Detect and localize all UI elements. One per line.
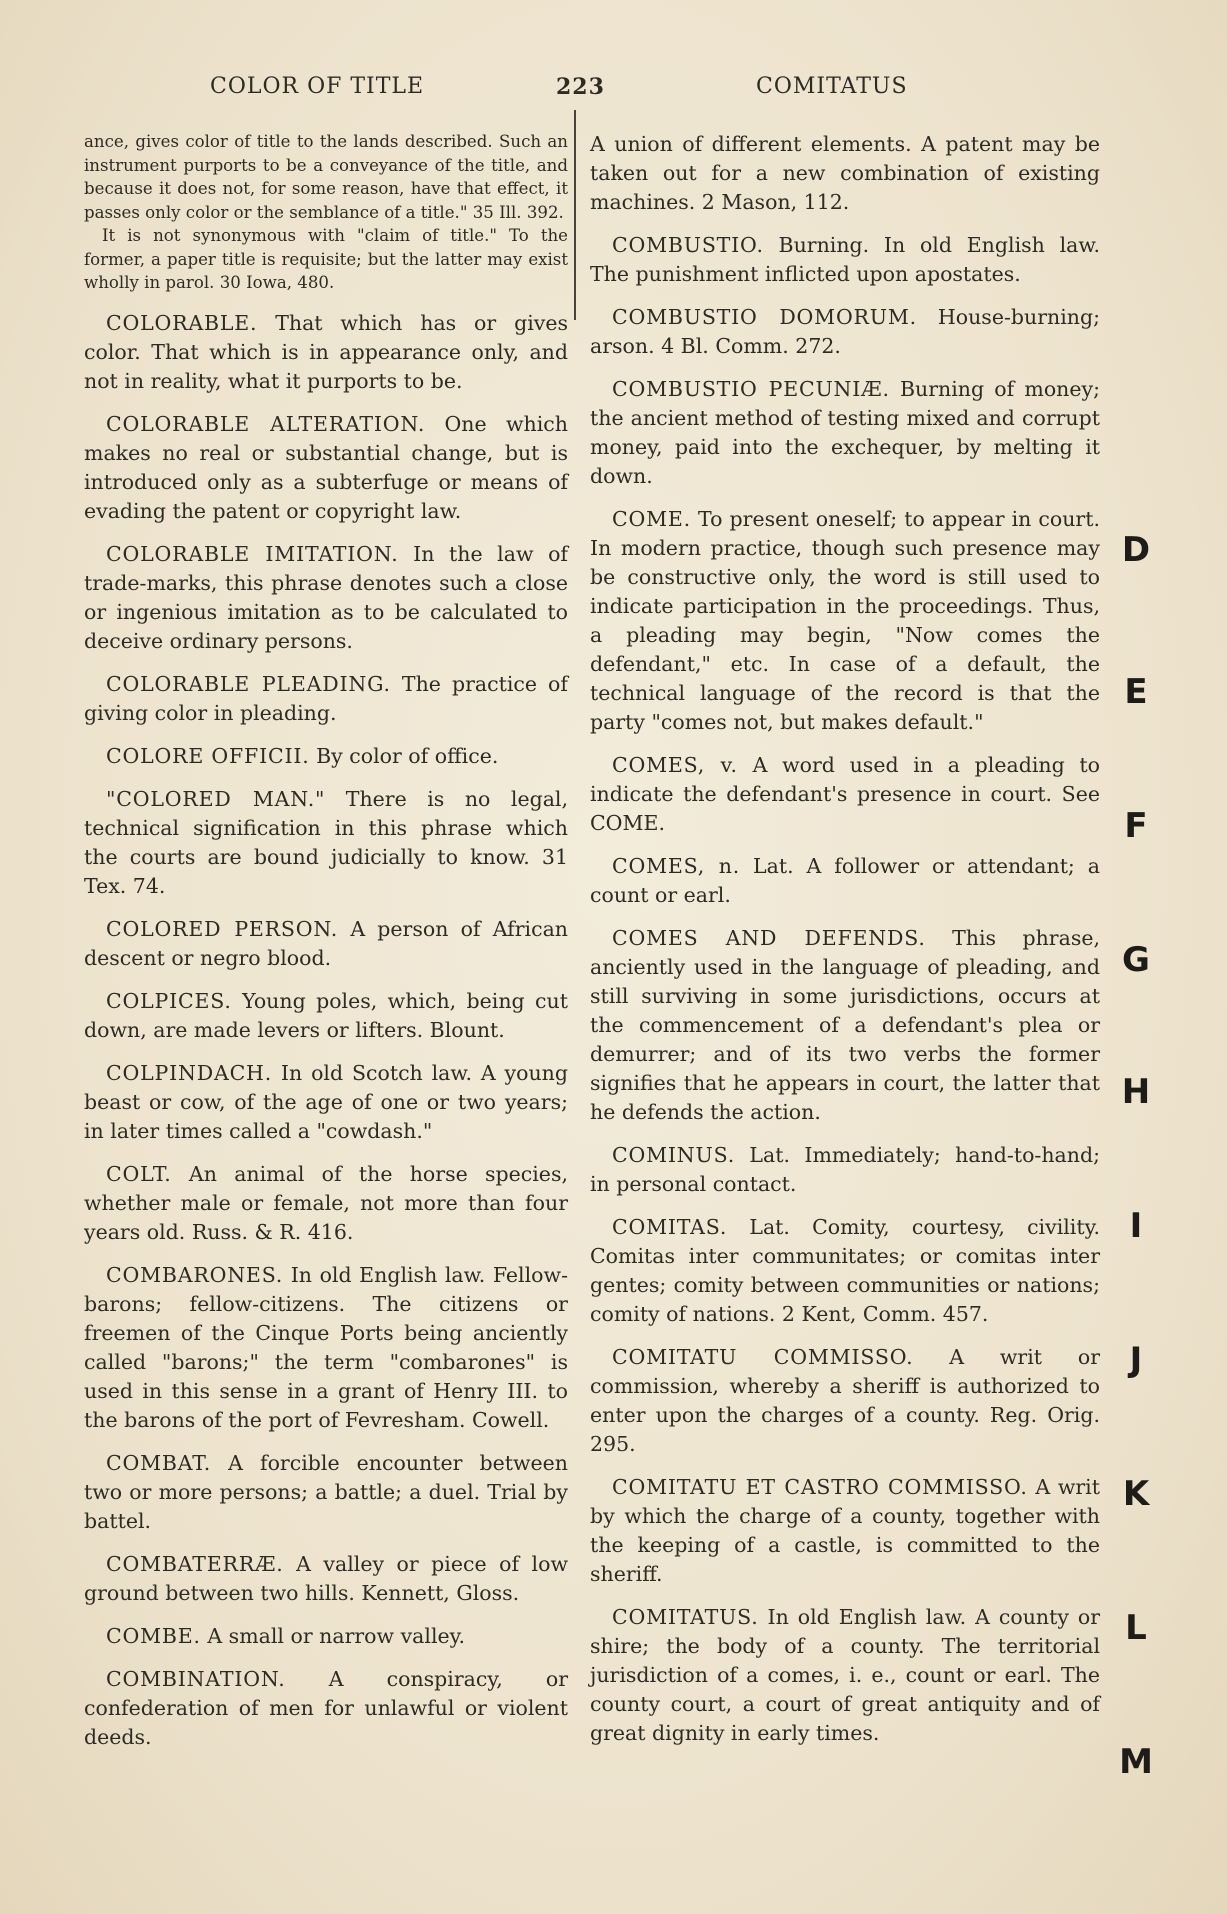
definition: Lat. Immediately; hand-to-hand; in personal contact.	[590, 1143, 1100, 1196]
definition: Lat. A follower or attendant; a count or earl.	[590, 854, 1100, 907]
dictionary-entry	[84, 1665, 568, 1752]
headword: COMES, n.	[612, 854, 741, 878]
headword: COMES, v.	[612, 753, 738, 777]
headword: COMBUSTIO.	[612, 233, 764, 257]
dictionary-entry	[84, 1550, 568, 1608]
headword: COLORED PERSON.	[106, 916, 339, 941]
definition: Burning of money; the ancient method of testing mixed and corrupt money, paid into the exchequer, by melting it down.	[590, 377, 1100, 488]
headword: COMBAT.	[106, 1450, 212, 1475]
dictionary-entry	[84, 987, 568, 1045]
dictionary-entry	[84, 1160, 568, 1247]
definition: A forcible encounter between two or more persons; a battle; a duel. Trial by battel.	[84, 1450, 568, 1533]
column-divider	[574, 110, 576, 320]
dictionary-entry	[590, 231, 1100, 289]
thumb-index-letter: M	[1119, 1742, 1153, 1782]
definition: Young poles, which, being cut down, are made levers or lifters. Blount.	[84, 988, 568, 1042]
headword: COLORE OFFICII.	[106, 743, 310, 768]
thumb-index-letter: G	[1122, 940, 1150, 980]
definition: One which makes no real or substantial change, but is introduced only as a subterfuge or means of evading the patent or copyright law.	[84, 411, 568, 523]
dictionary-entry	[590, 1473, 1100, 1589]
thumb-index-letter: D	[1121, 530, 1151, 570]
headword: COMBINATION.	[106, 1666, 286, 1691]
dictionary-entry	[84, 410, 568, 526]
headword: COLPICES.	[106, 988, 232, 1013]
headword: COMBUSTIO DOMORUM.	[612, 305, 917, 329]
dictionary-entry	[84, 540, 568, 656]
definition: A person of African descent or negro blood.	[84, 916, 568, 970]
definition: The practice of giving color in pleading.	[84, 671, 568, 725]
headword: COMBUSTIO PECUNIÆ.	[612, 377, 890, 401]
headword: COMITATU COMMISSO.	[612, 1345, 914, 1369]
definition: In old English law. Fellow-barons; fellow-citizens. The citizens or freemen of the Cinque Ports being anciently called "barons;" the term "combarones" is used in this sense in a grant of Henry III. to the barons of the port of Fevresham. Cowell.	[84, 1262, 568, 1432]
definition: Burning. In old English law. The punishment inflicted upon apostates.	[590, 233, 1100, 286]
thumb-index-letter: E	[1124, 672, 1148, 712]
dictionary-entry	[84, 670, 568, 728]
dictionary-entry	[590, 505, 1100, 737]
dictionary-entry	[84, 309, 568, 396]
continuation-text: ance, gives color of title to the lands described. Such an instrument purports to be a conveyance of the title, and because it does not, for some reason, have that effect, it passes only color or the semblance of a title." 35 Ill. 392.	[84, 132, 568, 222]
continuation-text: A union of different elements. A patent may be taken out for a new combination of existing machines. 2 Mason, 112.	[590, 132, 1100, 214]
dictionary-entry	[84, 1059, 568, 1146]
definition: That which has or gives color. That which is in appearance only, and not in reality, what it purports to be.	[84, 310, 568, 393]
definition: A conspiracy, or confederation of men for unlawful or violent deeds.	[84, 1666, 568, 1749]
dictionary-entry	[590, 1343, 1100, 1459]
headword: COMBE.	[106, 1623, 201, 1648]
dictionary-entry	[590, 751, 1100, 838]
dictionary-entry	[590, 1141, 1100, 1199]
thumb-index-letter: L	[1125, 1608, 1147, 1648]
headword: COLT.	[106, 1161, 172, 1186]
dictionary-entry	[590, 303, 1100, 361]
definition: In old Scotch law. A young beast or cow, of the age of one or two years; in later times called a "cowdash."	[84, 1060, 568, 1143]
definition: In old English law. A county or shire; the body of a county. The territorial jurisdiction of a comes, i. e., count or earl. The county court, a court of great antiquity and of great dignity in early times.	[590, 1605, 1100, 1745]
dictionary-entry	[84, 742, 568, 771]
headword: COMITATUS.	[612, 1605, 759, 1629]
thumb-index-letter: I	[1129, 1206, 1143, 1246]
definition: A writ by which the charge of a county, together with the keeping of a castle, is committed to the sheriff.	[590, 1475, 1100, 1586]
dictionary-entry	[84, 1261, 568, 1435]
entry-list	[84, 309, 568, 1752]
headword: COMBATERRÆ.	[106, 1551, 284, 1576]
dictionary-entry	[590, 375, 1100, 491]
dictionary-entry	[590, 924, 1100, 1127]
left-column	[84, 130, 568, 1766]
headword: COMITAS.	[612, 1215, 728, 1239]
dictionary-entry	[84, 915, 568, 973]
thumb-index-letter: F	[1124, 806, 1148, 846]
headword: COMES AND DEFENDS.	[612, 926, 926, 950]
headword: COMINUS.	[612, 1143, 736, 1167]
continuation-text: It is not synonymous with "claim of title." To the former, a paper title is requisite; but the latter may exist wholly in parol. 30 Iowa, 480.	[84, 226, 568, 292]
entry-list	[590, 231, 1100, 1748]
definition: A valley or piece of low ground between two hills. Kennett, Gloss.	[84, 1551, 568, 1605]
definition: A word used in a pleading to indicate the defendant's presence in court. See COME.	[590, 753, 1100, 835]
dictionary-entry	[84, 1622, 568, 1651]
dictionary-entry	[590, 1603, 1100, 1748]
right-column	[590, 130, 1100, 1762]
definition: House-burning; arson. 4 Bl. Comm. 272.	[590, 305, 1100, 358]
dictionary-entry	[590, 1213, 1100, 1329]
headword: "COLORED MAN."	[106, 786, 326, 811]
definition: An animal of the horse species, whether male or female, not more than four years old. Russ. & R. 416.	[84, 1161, 568, 1244]
headword: COLORABLE ALTERATION.	[106, 411, 426, 436]
definition: There is no legal, technical signification in this phrase which the courts are bound judicially to know. 31 Tex. 74.	[84, 786, 568, 898]
dictionary-entry	[590, 852, 1100, 910]
definition: Lat. Comity, courtesy, civility. Comitas inter communitates; or comitas inter gentes; comity between communities or nations; comity of nations. 2 Kent, Comm. 457.	[590, 1215, 1100, 1326]
headword: COLORABLE.	[106, 310, 258, 335]
running-head-left: COLOR OF TITLE	[210, 74, 425, 99]
headword: COMITATU ET CASTRO COMMISSO.	[612, 1475, 1028, 1499]
definition: A small or narrow valley.	[207, 1623, 466, 1648]
headword: COME.	[612, 507, 691, 531]
headword: COLPINDACH.	[106, 1060, 273, 1085]
headword: COLORABLE PLEADING.	[106, 671, 391, 696]
definition: This phrase, anciently used in the language of pleading, and still surviving in some jurisdictions, occurs at the commencement of a defendant's plea or demurrer; and of its two verbs the former signifies that he appears in court, the latter that he defends the action.	[590, 926, 1100, 1124]
definition: In the law of trade-marks, this phrase denotes such a close or ingenious imitation as to be calculated to deceive ordinary persons.	[84, 541, 568, 653]
definition: By color of office.	[316, 743, 499, 768]
headword: COMBARONES.	[106, 1262, 284, 1287]
thumb-index-letter: K	[1122, 1474, 1150, 1514]
definition: To present oneself; to appear in court. In modern practice, though such presence may be constructive only, the word is still used to indicate participation in the proceedings. Thus, a pleading may begin, "Now comes the defendant," etc. In case of a default, the technical language of the record is that the party "comes not, but makes default."	[590, 507, 1100, 734]
dictionary-entry	[84, 1449, 568, 1536]
running-head-right: COMITATUS	[756, 74, 908, 99]
page-number: 223	[556, 74, 605, 100]
dictionary-entry	[84, 785, 568, 901]
thumb-index-letter: H	[1121, 1072, 1151, 1112]
headword: COLORABLE IMITATION.	[106, 541, 399, 566]
definition: A writ or commission, whereby a sheriff is authorized to enter upon the charges of a county. Reg. Orig. 295.	[590, 1345, 1100, 1456]
thumb-index-letter: J	[1129, 1340, 1143, 1380]
